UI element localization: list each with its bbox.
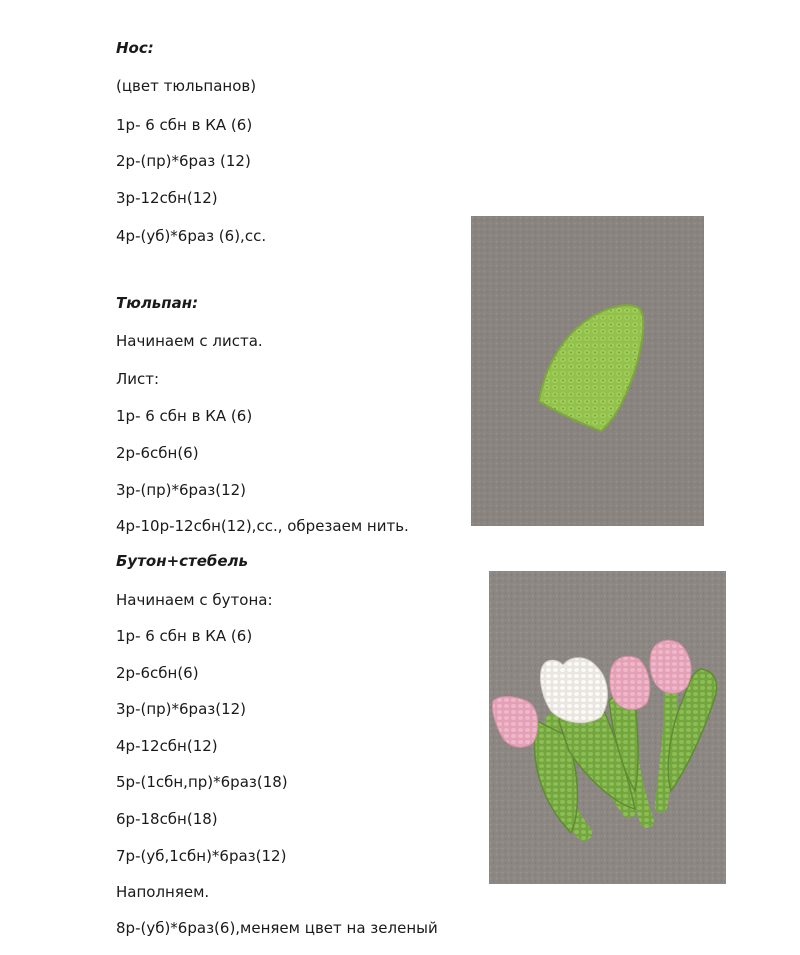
- section-heading-bud-stem: Бутон+стебель: [116, 552, 249, 570]
- text-line: 1р- 6 сбн в КА (6): [116, 627, 253, 645]
- text-line: 4р-12сбн(12): [116, 737, 218, 755]
- text-line: 2р-6сбн(6): [116, 444, 199, 462]
- text-line: 7р-(уб,1сбн)*6раз(12): [116, 847, 287, 865]
- tulip-bouquet-photo: [489, 571, 726, 884]
- text-line: Начинаем с листа.: [116, 332, 263, 350]
- text-line: 6р-18сбн(18): [116, 810, 218, 828]
- text-line: 1р- 6 сбн в КА (6): [116, 116, 253, 134]
- text-line: 3р-(пр)*6раз(12): [116, 700, 247, 718]
- text-line: Начинаем с бутона:: [116, 591, 273, 609]
- section-heading-nose: Нос:: [116, 39, 154, 57]
- section-heading-tulip: Тюльпан:: [116, 294, 199, 312]
- text-line: 1р- 6 сбн в КА (6): [116, 407, 253, 425]
- pink-tulip-bud: [610, 656, 650, 709]
- text-line: 2р-6сбн(6): [116, 664, 199, 682]
- text-line: 3р-(пр)*6раз(12): [116, 481, 247, 499]
- text-line: 8р-(уб)*6раз(6),меняем цвет на зеленый: [116, 919, 438, 937]
- text-line: 2р-(пр)*6раз (12): [116, 152, 251, 170]
- text-line: 3р-12сбн(12): [116, 189, 218, 207]
- leaf-photo: [471, 216, 704, 526]
- text-line: 5р-(1сбн,пр)*6раз(18): [116, 773, 288, 791]
- text-line: 4р-(уб)*6раз (6),сс.: [116, 227, 267, 245]
- text-line: 4р-10р-12сбн(12),сс., обрезаем нить.: [116, 517, 409, 535]
- text-line: Наполняем.: [116, 883, 210, 901]
- text-line: (цвет тюльпанов): [116, 77, 257, 95]
- text-line: Лист:: [116, 370, 160, 388]
